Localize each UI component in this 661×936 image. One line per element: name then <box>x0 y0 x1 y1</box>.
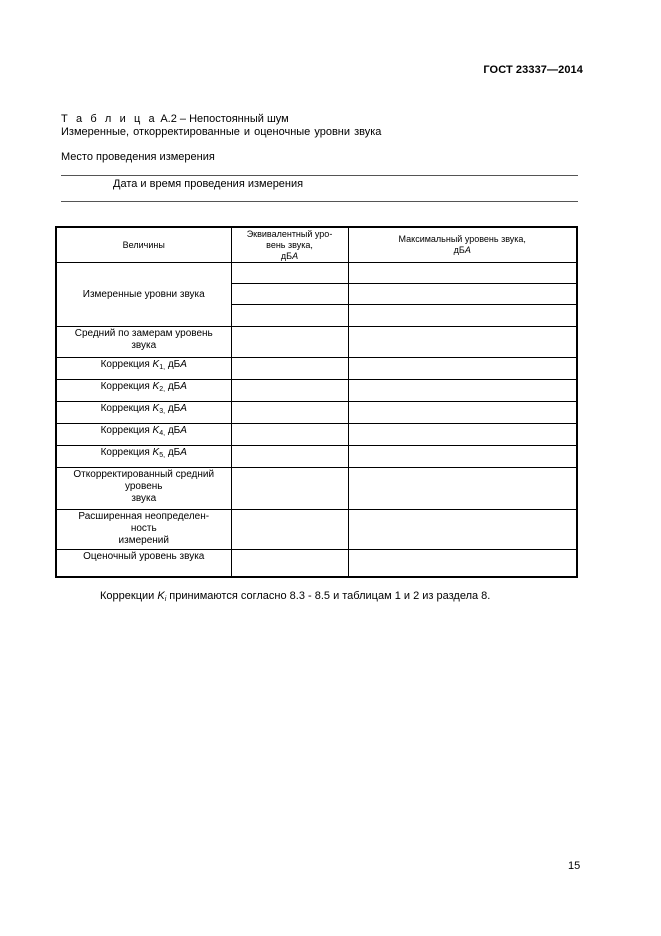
average-level-label: Средний по замерам уровень звука <box>56 327 231 358</box>
measured-levels-label: Измеренные уровни звука <box>56 263 231 327</box>
measurement-datetime-label: Дата и время проведения измерения <box>113 178 304 190</box>
correction-k5-label: Коррекция $K_{5,}$ дБА <box>56 446 231 468</box>
table-cell <box>348 358 577 380</box>
table-row <box>56 468 577 510</box>
table-cell <box>231 424 348 446</box>
table-cell <box>231 327 348 358</box>
table-subtitle: Измеренные, откорректированные и оценочные уровни звука <box>61 126 382 138</box>
header-equivalent-level: Эквивалентный уро- вень звука, дБА <box>231 227 348 263</box>
measurement-place-label: Место проведения измерения <box>61 151 215 163</box>
table-cell <box>348 446 577 468</box>
correction-k4-label: Коррекция $K_{4,}$ дБА <box>56 424 231 446</box>
table-cell <box>348 468 577 510</box>
expanded-uncertainty-label: Расширенная неопределен- ность измерений <box>56 510 231 550</box>
table-cell <box>348 284 577 305</box>
table-cell <box>231 402 348 424</box>
table-cell <box>348 550 577 577</box>
table-caption-word: Т а б л и ц а <box>61 113 158 125</box>
table-cell <box>231 263 348 284</box>
table-cell <box>231 446 348 468</box>
table-cell <box>348 510 577 550</box>
table-cell <box>231 380 348 402</box>
table-cell <box>231 358 348 380</box>
table-row <box>56 424 577 446</box>
header-maximum-level: Максимальный уровень звука, дБА <box>348 227 577 263</box>
table-cell <box>348 380 577 402</box>
table-cell <box>348 263 577 284</box>
table-cell <box>231 510 348 550</box>
place-fill-line <box>61 175 578 176</box>
table-row <box>56 446 577 468</box>
table-header-row <box>56 227 577 263</box>
table-row <box>56 358 577 380</box>
table-row <box>56 402 577 424</box>
rating-level-label: Оценочный уровень звука <box>56 550 231 577</box>
corrections-footnote: Коррекции $K_i$ принимаются согласно 8.3 - 8.5 и таблицам 1 и 2 из раздела 8. <box>100 590 491 603</box>
table-caption <box>61 113 289 125</box>
standard-number: ГОСТ 23337—2014 <box>483 64 583 76</box>
correction-k3-label: Коррекция $K_{3,}$ дБА <box>56 402 231 424</box>
table-cell <box>348 402 577 424</box>
corrected-average-label: Откорректированный средний уровень звука <box>56 468 231 510</box>
table-cell <box>348 305 577 327</box>
table-cell <box>231 550 348 577</box>
table-row <box>56 380 577 402</box>
table-row <box>56 263 577 284</box>
table-row <box>56 327 577 358</box>
correction-k1-label: Коррекция $K_{1,}$ дБА <box>56 358 231 380</box>
table-row <box>56 550 577 577</box>
table-cell <box>231 305 348 327</box>
table-row <box>56 510 577 550</box>
header-quantities: Величины <box>56 227 231 263</box>
table-cell <box>348 327 577 358</box>
sound-levels-table <box>55 226 578 578</box>
table-cell <box>231 284 348 305</box>
table-cell <box>348 424 577 446</box>
correction-k2-label: Коррекция $K_{2,}$ дБА <box>56 380 231 402</box>
page-number: 15 <box>568 860 581 872</box>
table-cell <box>231 468 348 510</box>
datetime-fill-line <box>61 201 578 202</box>
table-caption-title: А.2 – Непостоянный шум <box>157 113 289 125</box>
